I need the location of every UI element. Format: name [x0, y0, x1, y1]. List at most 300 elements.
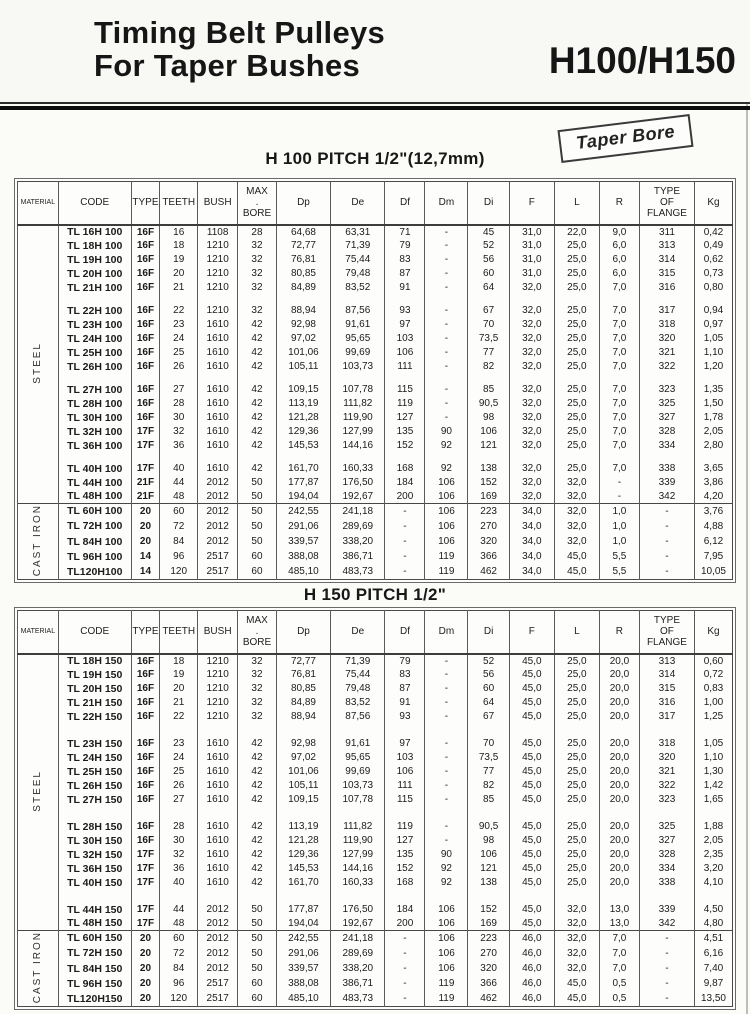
flange-cell: 338 — [639, 462, 694, 476]
dp-cell: 242,55 — [276, 931, 330, 946]
flange-cell: 318 — [639, 318, 694, 332]
di-cell: 70 — [468, 737, 509, 751]
column-header: Dp — [276, 182, 330, 225]
l-cell: 25,0 — [554, 332, 599, 346]
r-cell: 7,0 — [599, 946, 639, 961]
dm-cell: 92 — [425, 462, 468, 476]
f-cell: 32,0 — [509, 360, 554, 374]
column-header: Di — [468, 611, 509, 654]
table-row — [18, 765, 733, 779]
dp-cell: 485,10 — [276, 992, 330, 1007]
table-row — [18, 946, 733, 961]
df-cell: 184 — [385, 903, 425, 917]
teeth-cell: 30 — [160, 411, 198, 425]
material-label-text: CAST IRON — [32, 504, 44, 577]
r-cell: 20,0 — [599, 862, 639, 876]
column-header: Di — [468, 182, 509, 225]
de-cell: 192,67 — [331, 917, 385, 931]
f-cell: 45,0 — [509, 876, 554, 890]
l-cell: 25,0 — [554, 654, 599, 668]
flange-cell: 322 — [639, 779, 694, 793]
di-cell: 64 — [468, 281, 509, 295]
flange-cell: 342 — [639, 490, 694, 504]
dp-cell: 145,53 — [276, 862, 330, 876]
table-row — [18, 682, 733, 696]
dp-cell: 109,15 — [276, 793, 330, 807]
kg-cell: 1,10 — [694, 751, 732, 765]
f-cell: 32,0 — [509, 397, 554, 411]
bush-cell: 1610 — [198, 383, 238, 397]
teeth-cell: 26 — [160, 779, 198, 793]
column-header: TEETH — [160, 611, 198, 654]
l-cell: 25,0 — [554, 668, 599, 682]
kg-cell: 4,80 — [694, 917, 732, 931]
di-cell: 462 — [468, 992, 509, 1007]
table-row — [18, 654, 733, 668]
teeth-cell: 36 — [160, 439, 198, 453]
code-cell: TL 25H 150 — [58, 765, 131, 779]
bush-cell: 2012 — [198, 946, 238, 961]
bush-cell: 1210 — [198, 654, 238, 668]
df-cell: 184 — [385, 476, 425, 490]
kg-cell: 1,42 — [694, 779, 732, 793]
header-row — [18, 611, 733, 654]
teeth-cell: 19 — [160, 253, 198, 267]
table-row — [18, 462, 733, 476]
df-cell: - — [385, 961, 425, 976]
code-cell: TL 27H 100 — [58, 383, 131, 397]
di-cell: 73,5 — [468, 332, 509, 346]
f-cell: 31,0 — [509, 239, 554, 253]
di-cell: 90,5 — [468, 397, 509, 411]
flange-cell: 313 — [639, 239, 694, 253]
di-cell: 67 — [468, 710, 509, 724]
di-cell: 320 — [468, 961, 509, 976]
column-header: L — [554, 611, 599, 654]
f-cell: 45,0 — [509, 779, 554, 793]
r-cell: 7,0 — [599, 397, 639, 411]
table-row — [18, 834, 733, 848]
table-row — [18, 737, 733, 751]
column-header: TYPE OF FLANGE — [639, 182, 694, 225]
max-bore-cell: 50 — [238, 490, 277, 504]
table-row — [18, 519, 733, 534]
flange-cell: 317 — [639, 304, 694, 318]
r-cell: 20,0 — [599, 696, 639, 710]
df-cell: - — [385, 976, 425, 991]
dp-cell: 291,06 — [276, 946, 330, 961]
column-header: F — [509, 182, 554, 225]
di-cell: 98 — [468, 411, 509, 425]
code-cell: TL 25H 100 — [58, 346, 131, 360]
teeth-cell: 16 — [160, 225, 198, 239]
table-row — [18, 931, 733, 946]
de-cell: 144,16 — [331, 439, 385, 453]
dp-cell: 194,04 — [276, 917, 330, 931]
r-cell: 1,0 — [599, 519, 639, 534]
bush-cell: 2012 — [198, 519, 238, 534]
df-cell: 97 — [385, 737, 425, 751]
di-cell: 90,5 — [468, 820, 509, 834]
type-cell: 17F — [131, 876, 160, 890]
dm-cell: 119 — [425, 992, 468, 1007]
l-cell: 32,0 — [554, 931, 599, 946]
f-cell: 32,0 — [509, 425, 554, 439]
kg-cell: 1,05 — [694, 332, 732, 346]
l-cell: 25,0 — [554, 710, 599, 724]
max-bore-cell: 42 — [238, 360, 277, 374]
l-cell: 32,0 — [554, 946, 599, 961]
di-cell: 106 — [468, 425, 509, 439]
l-cell: 32,0 — [554, 490, 599, 504]
teeth-cell: 23 — [160, 318, 198, 332]
material-label — [18, 504, 59, 580]
teeth-cell: 28 — [160, 820, 198, 834]
max-bore-cell: 32 — [238, 304, 277, 318]
kg-cell: 0,80 — [694, 281, 732, 295]
kg-cell: 3,86 — [694, 476, 732, 490]
bush-cell: 1610 — [198, 397, 238, 411]
kg-cell: 4,51 — [694, 931, 732, 946]
column-header: R — [599, 611, 639, 654]
max-bore-cell: 60 — [238, 976, 277, 991]
code-cell: TL 22H 150 — [58, 710, 131, 724]
table-row — [18, 992, 733, 1007]
code-cell: TL120H150 — [58, 992, 131, 1007]
table-row — [18, 425, 733, 439]
dm-cell: - — [425, 267, 468, 281]
kg-cell: 0,60 — [694, 654, 732, 668]
de-cell: 95,65 — [331, 332, 385, 346]
code-cell: TL 21H 100 — [58, 281, 131, 295]
di-cell: 121 — [468, 439, 509, 453]
dm-cell: - — [425, 654, 468, 668]
f-cell: 32,0 — [509, 411, 554, 425]
bush-cell: 2012 — [198, 504, 238, 519]
max-bore-cell: 50 — [238, 519, 277, 534]
de-cell: 160,33 — [331, 876, 385, 890]
teeth-cell: 23 — [160, 737, 198, 751]
kg-cell: 1,50 — [694, 397, 732, 411]
r-cell: 20,0 — [599, 682, 639, 696]
table-row — [18, 239, 733, 253]
code-cell: TL 40H 150 — [58, 876, 131, 890]
kg-cell: 1,05 — [694, 737, 732, 751]
r-cell: 20,0 — [599, 848, 639, 862]
kg-cell: 7,95 — [694, 549, 732, 564]
column-header: MATERIAL — [18, 182, 59, 225]
di-cell: 85 — [468, 383, 509, 397]
df-cell: 106 — [385, 765, 425, 779]
max-bore-cell: 42 — [238, 462, 277, 476]
bush-cell: 2517 — [198, 976, 238, 991]
de-cell: 87,56 — [331, 304, 385, 318]
table-row — [18, 961, 733, 976]
df-cell: - — [385, 504, 425, 519]
l-cell: 32,0 — [554, 961, 599, 976]
dm-cell: - — [425, 411, 468, 425]
df-cell: 111 — [385, 779, 425, 793]
r-cell: 20,0 — [599, 710, 639, 724]
kg-cell: 10,05 — [694, 565, 732, 580]
kg-cell: 0,49 — [694, 239, 732, 253]
de-cell: 127,99 — [331, 848, 385, 862]
di-cell: 270 — [468, 519, 509, 534]
dp-cell: 97,02 — [276, 332, 330, 346]
table-row — [18, 504, 733, 519]
df-cell: 115 — [385, 793, 425, 807]
type-cell: 16F — [131, 654, 160, 668]
type-cell: 20 — [131, 992, 160, 1007]
dm-cell: - — [425, 737, 468, 751]
dp-cell: 84,89 — [276, 696, 330, 710]
de-cell: 71,39 — [331, 654, 385, 668]
kg-cell: 1,25 — [694, 710, 732, 724]
de-cell: 103,73 — [331, 779, 385, 793]
page-title-line2: For Taper Bushes — [94, 48, 361, 84]
r-cell: 20,0 — [599, 668, 639, 682]
column-header: MAX . BORE — [238, 611, 277, 654]
de-cell: 160,33 — [331, 462, 385, 476]
column-header: TYPE — [131, 611, 160, 654]
teeth-cell: 21 — [160, 696, 198, 710]
de-cell: 103,73 — [331, 360, 385, 374]
f-cell: 45,0 — [509, 820, 554, 834]
r-cell: 7,0 — [599, 304, 639, 318]
max-bore-cell: 42 — [238, 751, 277, 765]
r-cell: 7,0 — [599, 411, 639, 425]
kg-cell: 1,65 — [694, 793, 732, 807]
flange-cell: 314 — [639, 253, 694, 267]
type-cell: 21F — [131, 476, 160, 490]
f-cell: 32,0 — [509, 476, 554, 490]
l-cell: 25,0 — [554, 346, 599, 360]
di-cell: 60 — [468, 682, 509, 696]
r-cell: 7,0 — [599, 281, 639, 295]
l-cell: 32,0 — [554, 534, 599, 549]
teeth-cell: 21 — [160, 281, 198, 295]
code-cell: TL 48H 150 — [58, 917, 131, 931]
flange-cell: - — [639, 549, 694, 564]
l-cell: 22,0 — [554, 225, 599, 239]
df-cell: 135 — [385, 848, 425, 862]
type-cell: 16F — [131, 239, 160, 253]
code-cell: TL 21H 150 — [58, 696, 131, 710]
teeth-cell: 96 — [160, 976, 198, 991]
material-label — [18, 931, 59, 1007]
dp-cell: 242,55 — [276, 504, 330, 519]
code-cell: TL 60H 100 — [58, 504, 131, 519]
dp-cell: 92,98 — [276, 737, 330, 751]
table-row — [18, 332, 733, 346]
dp-cell: 161,70 — [276, 462, 330, 476]
f-cell: 32,0 — [509, 462, 554, 476]
r-cell: 20,0 — [599, 765, 639, 779]
pulley-table-h100 — [17, 181, 733, 580]
de-cell: 144,16 — [331, 862, 385, 876]
type-cell: 16F — [131, 793, 160, 807]
code-cell: TL 24H 100 — [58, 332, 131, 346]
dp-cell: 101,06 — [276, 346, 330, 360]
l-cell: 25,0 — [554, 737, 599, 751]
di-cell: 270 — [468, 946, 509, 961]
dm-cell: 106 — [425, 504, 468, 519]
dm-cell: - — [425, 225, 468, 239]
df-cell: - — [385, 931, 425, 946]
flange-cell: 318 — [639, 737, 694, 751]
max-bore-cell: 32 — [238, 682, 277, 696]
type-cell: 21F — [131, 490, 160, 504]
df-cell: 103 — [385, 751, 425, 765]
type-cell: 20 — [131, 976, 160, 991]
type-cell: 16F — [131, 765, 160, 779]
max-bore-cell: 32 — [238, 654, 277, 668]
table2-header — [18, 611, 733, 654]
code-cell: TL 18H 100 — [58, 239, 131, 253]
type-cell: 16F — [131, 383, 160, 397]
f-cell: 45,0 — [509, 862, 554, 876]
code-cell: TL 23H 150 — [58, 737, 131, 751]
flange-cell: - — [639, 976, 694, 991]
di-cell: 121 — [468, 862, 509, 876]
l-cell: 25,0 — [554, 281, 599, 295]
code-cell: TL 40H 100 — [58, 462, 131, 476]
dm-cell: - — [425, 793, 468, 807]
di-cell: 52 — [468, 239, 509, 253]
dm-cell: 106 — [425, 931, 468, 946]
de-cell: 119,90 — [331, 411, 385, 425]
flange-cell: 320 — [639, 332, 694, 346]
flange-cell: - — [639, 519, 694, 534]
de-cell: 289,69 — [331, 946, 385, 961]
de-cell: 99,69 — [331, 346, 385, 360]
table-row — [18, 476, 733, 490]
column-header: BUSH — [198, 611, 238, 654]
l-cell: 25,0 — [554, 682, 599, 696]
table-row — [18, 439, 733, 453]
dm-cell: - — [425, 682, 468, 696]
f-cell: 32,0 — [509, 281, 554, 295]
table-row — [18, 848, 733, 862]
bush-cell: 1610 — [198, 876, 238, 890]
table-row — [18, 304, 733, 318]
di-cell: 138 — [468, 876, 509, 890]
r-cell: 1,0 — [599, 504, 639, 519]
max-bore-cell: 50 — [238, 931, 277, 946]
df-cell: 83 — [385, 253, 425, 267]
teeth-cell: 84 — [160, 961, 198, 976]
table-row — [18, 779, 733, 793]
max-bore-cell: 42 — [238, 737, 277, 751]
code-cell: TL 44H 150 — [58, 903, 131, 917]
bush-cell: 2012 — [198, 476, 238, 490]
teeth-cell: 44 — [160, 476, 198, 490]
flange-cell: - — [639, 961, 694, 976]
bush-cell: 2012 — [198, 903, 238, 917]
dm-cell: 92 — [425, 876, 468, 890]
teeth-cell: 120 — [160, 565, 198, 580]
di-cell: 169 — [468, 917, 509, 931]
dp-cell: 109,15 — [276, 383, 330, 397]
max-bore-cell: 60 — [238, 549, 277, 564]
table-row — [18, 820, 733, 834]
code-cell: TL 36H 100 — [58, 439, 131, 453]
dm-cell: 106 — [425, 476, 468, 490]
flange-cell: 317 — [639, 710, 694, 724]
f-cell: 32,0 — [509, 346, 554, 360]
table-row — [18, 710, 733, 724]
di-cell: 320 — [468, 534, 509, 549]
max-bore-cell: 42 — [238, 793, 277, 807]
flange-cell: 323 — [639, 383, 694, 397]
r-cell: 6,0 — [599, 253, 639, 267]
l-cell: 25,0 — [554, 751, 599, 765]
max-bore-cell: 42 — [238, 332, 277, 346]
dp-cell: 129,36 — [276, 848, 330, 862]
bush-cell: 1610 — [198, 411, 238, 425]
df-cell: 168 — [385, 876, 425, 890]
de-cell: 83,52 — [331, 281, 385, 295]
bush-cell: 1610 — [198, 793, 238, 807]
teeth-cell: 84 — [160, 534, 198, 549]
dp-cell: 388,08 — [276, 976, 330, 991]
code-cell: TL 26H 100 — [58, 360, 131, 374]
dp-cell: 80,85 — [276, 267, 330, 281]
bush-cell: 1210 — [198, 267, 238, 281]
de-cell: 483,73 — [331, 565, 385, 580]
column-header: R — [599, 182, 639, 225]
teeth-cell: 40 — [160, 462, 198, 476]
flange-cell: 316 — [639, 281, 694, 295]
df-cell: 91 — [385, 281, 425, 295]
dp-cell: 485,10 — [276, 565, 330, 580]
f-cell: 32,0 — [509, 318, 554, 332]
type-cell: 17F — [131, 439, 160, 453]
f-cell: 45,0 — [509, 682, 554, 696]
di-cell: 106 — [468, 848, 509, 862]
de-cell: 386,71 — [331, 976, 385, 991]
max-bore-cell: 28 — [238, 225, 277, 239]
group-spacer — [18, 724, 733, 737]
flange-cell: 328 — [639, 425, 694, 439]
f-cell: 34,0 — [509, 549, 554, 564]
max-bore-cell: 32 — [238, 253, 277, 267]
flange-cell: - — [639, 534, 694, 549]
teeth-cell: 72 — [160, 519, 198, 534]
code-cell: TL 60H 150 — [58, 931, 131, 946]
type-cell: 16F — [131, 751, 160, 765]
flange-cell: - — [639, 992, 694, 1007]
bush-cell: 2012 — [198, 961, 238, 976]
taper-bore-stamp: Taper Bore — [557, 114, 693, 163]
bush-cell: 1210 — [198, 668, 238, 682]
type-cell: 16F — [131, 737, 160, 751]
table1-header — [18, 182, 733, 225]
teeth-cell: 120 — [160, 992, 198, 1007]
kg-cell: 0,62 — [694, 253, 732, 267]
material-label — [18, 654, 59, 931]
bush-cell: 1108 — [198, 225, 238, 239]
di-cell: 85 — [468, 793, 509, 807]
l-cell: 25,0 — [554, 876, 599, 890]
di-cell: 462 — [468, 565, 509, 580]
group-spacer — [18, 890, 733, 903]
bush-cell: 1610 — [198, 820, 238, 834]
f-cell: 45,0 — [509, 848, 554, 862]
l-cell: 25,0 — [554, 779, 599, 793]
max-bore-cell: 60 — [238, 992, 277, 1007]
kg-cell: 0,94 — [694, 304, 732, 318]
